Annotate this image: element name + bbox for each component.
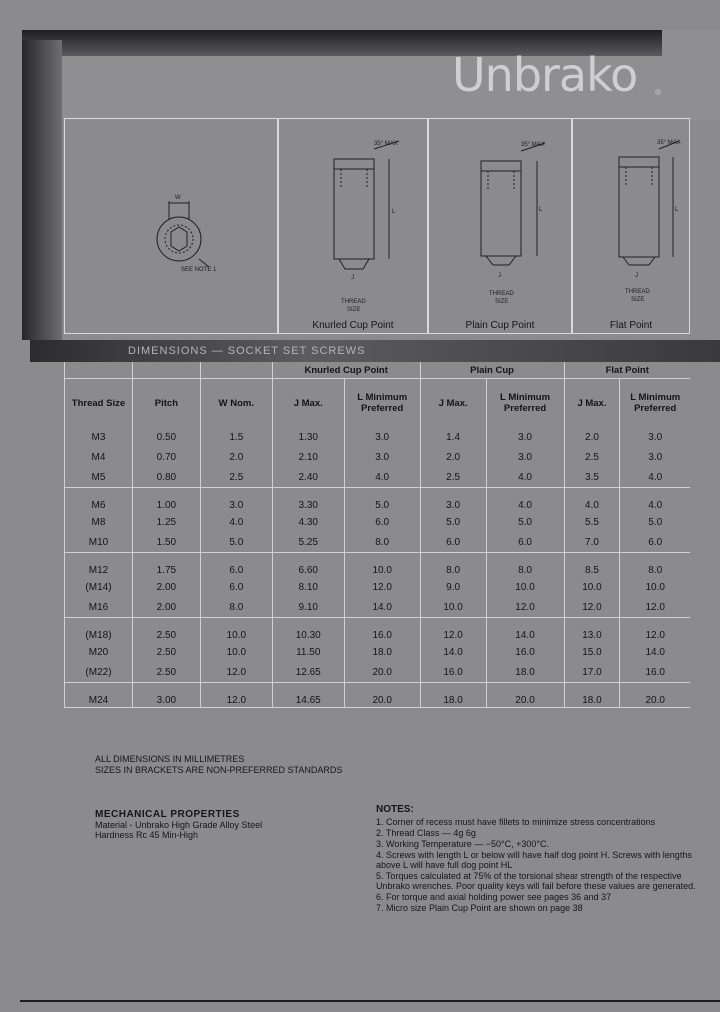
table-cell: 14.65 [272, 683, 344, 708]
table-cell: 12.0 [620, 618, 690, 643]
table-cell: 16.0 [620, 662, 690, 683]
figure-knurled-cup [278, 118, 428, 334]
table-cell: 14.0 [620, 642, 690, 662]
table-cell: 15.0 [564, 642, 620, 662]
table-cell: (M22) [65, 662, 133, 683]
table-cell: 5.0 [200, 532, 272, 553]
table-cell: 6.0 [486, 532, 564, 553]
table-cell: M10 [65, 532, 133, 553]
size-label: SIZE [347, 307, 361, 313]
table-cell: 1.5 [200, 427, 272, 447]
col-w: W Nom. [200, 379, 272, 428]
notes-block [376, 805, 696, 914]
col-flat-j: J Max. [564, 379, 620, 428]
table-cell: 10.0 [344, 553, 420, 578]
table-cell: 1.4 [420, 427, 486, 447]
table-cell: M12 [65, 553, 133, 578]
table-cell: 18.0 [486, 662, 564, 683]
table-cell: 0.50 [132, 427, 200, 447]
table-cell: 1.50 [132, 532, 200, 553]
notes-title: NOTES: [376, 804, 414, 815]
table-footnotes [95, 754, 342, 776]
table-cell: 3.0 [620, 447, 690, 467]
table-cell: 18.0 [344, 642, 420, 662]
table-cell: 5.0 [344, 488, 420, 513]
table-cell: 2.50 [132, 662, 200, 683]
table-cell: 9.10 [272, 597, 344, 618]
note-item: 4. Screws with length L or below will have half dog point H. Screws with lengths above L will have full dog point HL [376, 850, 692, 870]
col-plain-l: L Minimum Preferred [486, 379, 564, 428]
table-cell: 12.0 [200, 683, 272, 708]
table-cell: M3 [65, 427, 133, 447]
table-cell: M6 [65, 488, 133, 513]
note-item: 6. For torque and axial holding power see pages 36 and 37 [376, 892, 612, 902]
angle-label: 35° MAX [657, 140, 681, 146]
table-row [65, 553, 691, 578]
table-cell: (M14) [65, 577, 133, 597]
col-thread-size: Thread Size [65, 379, 133, 428]
table-cell: 2.40 [272, 467, 344, 488]
table-cell: 2.5 [420, 467, 486, 488]
table-cell: 14.0 [344, 597, 420, 618]
size-label: SIZE [631, 297, 645, 303]
table-cell: 1.00 [132, 488, 200, 513]
table-cell: 10.0 [420, 597, 486, 618]
size-label: SIZE [495, 299, 509, 305]
notes-list [376, 817, 696, 913]
table-cell: 8.0 [486, 553, 564, 578]
knurled-cup-drawing [279, 119, 429, 335]
table-cell: 20.0 [486, 683, 564, 708]
table-cell: 2.5 [200, 467, 272, 488]
table-row [65, 447, 691, 467]
label-see-note: SEE NOTE 1 [181, 267, 217, 273]
plain-cup-drawing [429, 119, 573, 335]
table-row [65, 642, 691, 662]
figure-flat-point [572, 118, 690, 334]
table-cell: 4.0 [620, 488, 690, 513]
table-cell: 2.0 [564, 427, 620, 447]
figure-panel [64, 118, 690, 334]
table-cell: 10.0 [200, 618, 272, 643]
table-cell: 3.00 [132, 683, 200, 708]
table-cell: 12.65 [272, 662, 344, 683]
table-cell: 12.0 [420, 618, 486, 643]
end-view-drawing [65, 119, 279, 335]
angle-label: 35° MAX [374, 141, 398, 147]
figure-plain-cup [428, 118, 572, 334]
table-cell: 4.0 [620, 467, 690, 488]
j-label: J [635, 273, 638, 279]
angle-label: 35° MAX [521, 142, 545, 148]
mechanical-properties [95, 810, 262, 840]
note-item: 3. Working Temperature — −50°C, +300°C. [376, 839, 549, 849]
table-cell: 9.0 [420, 577, 486, 597]
table-cell: 8.5 [564, 553, 620, 578]
table-cell: M24 [65, 683, 133, 708]
table-cell: 0.80 [132, 467, 200, 488]
thread-label: THREAD [625, 289, 650, 295]
table-cell: 1.30 [272, 427, 344, 447]
table-row [65, 512, 691, 532]
table-cell: 2.50 [132, 618, 200, 643]
table-cell: 2.0 [420, 447, 486, 467]
note-item: 2. Thread Class — 4g 6g [376, 828, 476, 838]
length-label: L [675, 207, 679, 213]
table-row [65, 683, 691, 708]
table-cell: 18.0 [564, 683, 620, 708]
table-cell: 2.00 [132, 577, 200, 597]
table-cell: 4.0 [200, 512, 272, 532]
table-cell: 16.0 [420, 662, 486, 683]
table-cell: 16.0 [344, 618, 420, 643]
col-plain-j: J Max. [420, 379, 486, 428]
j-label: J [351, 275, 354, 281]
group-flat: Flat Point [564, 362, 690, 379]
table-cell: 3.0 [200, 488, 272, 513]
table-cell: 5.5 [564, 512, 620, 532]
table-cell: 8.0 [200, 597, 272, 618]
group-header-row [65, 362, 691, 379]
table-row [65, 488, 691, 513]
table-cell: 6.0 [620, 532, 690, 553]
figure-caption: Plain Cup Point [465, 320, 535, 331]
table-row [65, 577, 691, 597]
table-cell: 12.0 [200, 662, 272, 683]
table-cell: 11.50 [272, 642, 344, 662]
table-cell: M8 [65, 512, 133, 532]
length-label: L [539, 207, 543, 213]
figure-caption: Knurled Cup Point [312, 320, 394, 331]
table-cell: 12.0 [486, 597, 564, 618]
table-cell: 12.0 [344, 577, 420, 597]
table-cell: 3.5 [564, 467, 620, 488]
table-cell: 1.25 [132, 512, 200, 532]
group-knurled: Knurled Cup Point [272, 362, 420, 379]
table-cell: 2.0 [200, 447, 272, 467]
table-body [65, 427, 691, 708]
footnote: SIZES IN BRACKETS ARE NON-PREFERRED STANDARDS [95, 765, 343, 775]
table-row [65, 427, 691, 447]
table-cell: M16 [65, 597, 133, 618]
section-title: DIMENSIONS — SOCKET SET SCREWS [128, 345, 366, 357]
figure-caption: Flat Point [609, 320, 653, 331]
table-cell: 3.0 [486, 447, 564, 467]
table-row [65, 618, 691, 643]
table-cell: 14.0 [486, 618, 564, 643]
table-cell: 3.0 [344, 427, 420, 447]
table-cell: 3.0 [420, 488, 486, 513]
table-cell: 20.0 [344, 683, 420, 708]
table-cell: 3.0 [344, 447, 420, 467]
j-label: J [498, 273, 501, 279]
table-cell: 17.0 [564, 662, 620, 683]
table-cell: 16.0 [486, 642, 564, 662]
table-cell: 3.30 [272, 488, 344, 513]
table-cell: M5 [65, 467, 133, 488]
table-cell: 2.00 [132, 597, 200, 618]
registered-mark: ® [655, 88, 661, 97]
table-cell: 14.0 [420, 642, 486, 662]
table-row [65, 532, 691, 553]
table-cell: 18.0 [420, 683, 486, 708]
table-cell: 4.0 [564, 488, 620, 513]
table-row [65, 467, 691, 488]
mechanical-line: Material - Unbrako High Grade Alloy Steel [95, 820, 263, 830]
table-cell: (M18) [65, 618, 133, 643]
note-item: 7. Micro size Plain Cup Point are shown on page 38 [376, 903, 583, 913]
thread-label: THREAD [341, 299, 366, 305]
table-cell: 5.25 [272, 532, 344, 553]
table-cell: 2.5 [564, 447, 620, 467]
table-cell: 8.10 [272, 577, 344, 597]
table-cell: 20.0 [620, 683, 690, 708]
label-w: W [175, 195, 181, 201]
table-cell: 4.0 [344, 467, 420, 488]
table-cell: 8.0 [344, 532, 420, 553]
table-cell: 4.30 [272, 512, 344, 532]
table-cell: 10.0 [200, 642, 272, 662]
note-item: 1. Corner of recess must have fillets to minimize stress concentrations [376, 817, 656, 827]
table-cell: 8.0 [620, 553, 690, 578]
table-cell: 2.50 [132, 642, 200, 662]
table-cell: 10.0 [620, 577, 690, 597]
note-item: 5. Torques calculated at 75% of the torsional shear strength of the respective Unbrako wrenches. Poor quality keys will fail before these values are generated. [376, 871, 696, 891]
table-cell: 6.0 [200, 577, 272, 597]
mechanical-line: Hardness Rc 45 Min-High [95, 830, 199, 840]
table-cell: 4.0 [486, 488, 564, 513]
mechanical-title: MECHANICAL PROPERTIES [95, 809, 240, 820]
table-cell: 6.0 [420, 532, 486, 553]
col-knurled-l: L Minimum Preferred [344, 379, 420, 428]
table-cell: 5.0 [620, 512, 690, 532]
table-cell: 2.10 [272, 447, 344, 467]
table-cell: 6.60 [272, 553, 344, 578]
table-row [65, 597, 691, 618]
table-cell: 5.0 [486, 512, 564, 532]
table-cell: 5.0 [420, 512, 486, 532]
table-cell: 6.0 [344, 512, 420, 532]
table-cell: M20 [65, 642, 133, 662]
figure-end-view [64, 118, 278, 334]
bottom-rule [20, 1000, 720, 1002]
table-cell: 6.0 [200, 553, 272, 578]
table-cell: 10.0 [486, 577, 564, 597]
thread-label: THREAD [489, 291, 514, 297]
table-cell: 4.0 [486, 467, 564, 488]
table-row [65, 662, 691, 683]
table-cell: 0.70 [132, 447, 200, 467]
table-cell: 10.30 [272, 618, 344, 643]
table-cell: 12.0 [620, 597, 690, 618]
table-cell: 10.0 [564, 577, 620, 597]
flat-point-drawing [573, 119, 691, 335]
dimensions-table [64, 362, 690, 708]
left-shadow [22, 40, 62, 340]
table-cell: 12.0 [564, 597, 620, 618]
footnote: ALL DIMENSIONS IN MILLIMETRES [95, 754, 245, 764]
table-cell: M4 [65, 447, 133, 467]
col-pitch: Pitch [132, 379, 200, 428]
col-knurled-j: J Max. [272, 379, 344, 428]
length-label: L [392, 209, 396, 215]
brand-logo: Unbrako [452, 48, 638, 102]
table-cell: 7.0 [564, 532, 620, 553]
table-cell: 8.0 [420, 553, 486, 578]
col-flat-l: L Minimum Preferred [620, 379, 690, 428]
table-cell: 3.0 [486, 427, 564, 447]
table-cell: 20.0 [344, 662, 420, 683]
column-header-row [65, 379, 691, 428]
group-plain: Plain Cup [420, 362, 564, 379]
table-cell: 1.75 [132, 553, 200, 578]
table-cell: 3.0 [620, 427, 690, 447]
table-cell: 13.0 [564, 618, 620, 643]
